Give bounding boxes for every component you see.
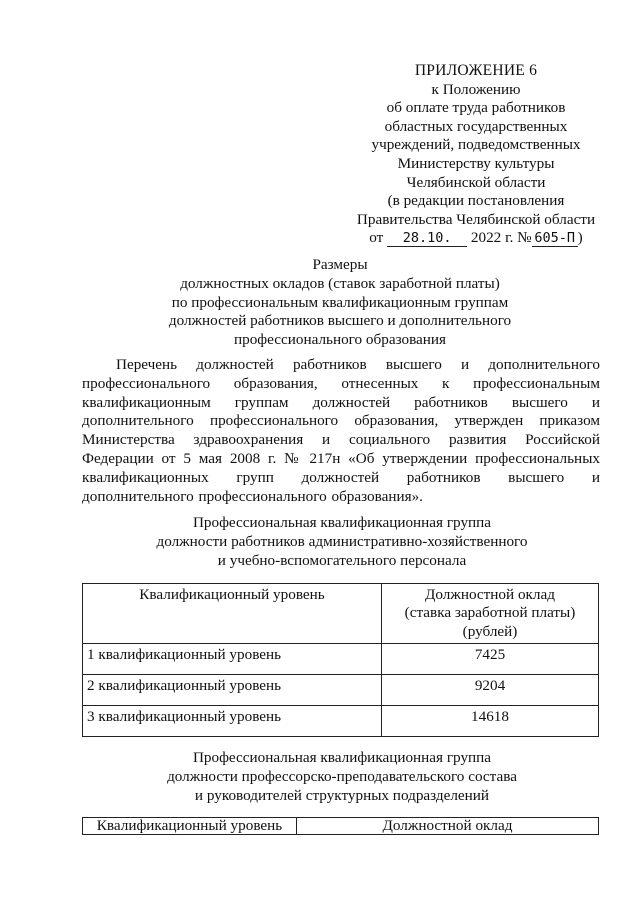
salary-amount-cell: 14618 [382,706,599,737]
group2-heading-line: и руководителей структурных подразделений [194,786,490,804]
salary-header: Должностной оклад [297,818,599,835]
group1-salary-table [82,583,599,737]
title-line: должностных окладов (ставок заработной платы) [180,274,500,292]
salary-header-line: Должностной оклад [425,586,555,603]
qualification-level-header: Квалификационный уровень [83,584,382,644]
title-line: профессионального образования [233,331,447,349]
salary-amount-cell: 7425 [382,644,599,675]
appendix-line: Челябинской области [406,173,546,191]
appendix-line: Министерству культуры [397,154,555,172]
title-line: Размеры [312,256,368,273]
resolution-date-field: 28.10. [387,231,467,247]
table-row [83,644,599,675]
closing-paren: ) [577,229,583,247]
appendix-line: учреждений, подведомственных [371,136,581,154]
group2-salary-table [82,817,599,835]
year-number-label: 2022 г. № [470,229,532,247]
resolution-number-field: 605-П [532,231,578,247]
intro-paragraph: Перечень должностей работников высшего и дополнительного профессионального образования, отнесенных к профессиональным квалификационным группам должностей работников высшего и дополнительного профессионального образования, утвержден приказом Министерства здравоохранения и социального развития Российской Федерации от 5 мая 2008 г. № 217н «Об утверждении профессиональных квалификационных групп должностей работников высшего и дополнительного профессионального образования». [82,356,600,505]
document-title [100,256,580,350]
date-prefix: от [369,229,384,247]
salary-header-line: (ставка заработной платы) [404,604,576,622]
salary-amount-cell: 9204 [382,675,599,706]
salary-header [382,584,599,644]
table-header-row [83,584,599,644]
appendix-line: Правительства Челябинской области [356,210,596,228]
group1-heading [100,514,584,570]
title-line: по профессиональным квалификационным группам [171,293,509,311]
group2-heading-line: должности профессорско-преподавательского состава [167,767,517,785]
qualification-level-header: Квалификационный уровень [83,818,297,835]
appendix-line: к Положению [431,80,521,98]
appendix-line: областных государственных [384,117,568,135]
qualification-level-cell: 2 квалификационный уровень [83,675,382,706]
group1-heading-line: должности работников административно-хозяйственного [156,532,528,550]
appendix-header [340,62,612,248]
resolution-date-line [340,229,612,248]
group2-heading-line: Профессиональная квалификационная группа [192,749,492,766]
table-row [83,675,599,706]
appendix-line: (в редакции постановления [387,192,565,210]
appendix-title: ПРИЛОЖЕНИЕ 6 [414,62,538,79]
group1-heading-line: и учебно-вспомогательного персонала [217,551,467,569]
appendix-line: об оплате труда работников [386,99,566,117]
table-header-row [83,818,599,835]
salary-header-line: (рублей) [462,622,518,640]
table-row [83,706,599,737]
qualification-level-cell: 1 квалификационный уровень [83,644,382,675]
group1-heading-line: Профессиональная квалификационная группа [192,514,492,531]
group2-heading [100,749,584,805]
title-line: должностей работников высшего и дополнительного [168,312,512,330]
qualification-level-cell: 3 квалификационный уровень [83,706,382,737]
